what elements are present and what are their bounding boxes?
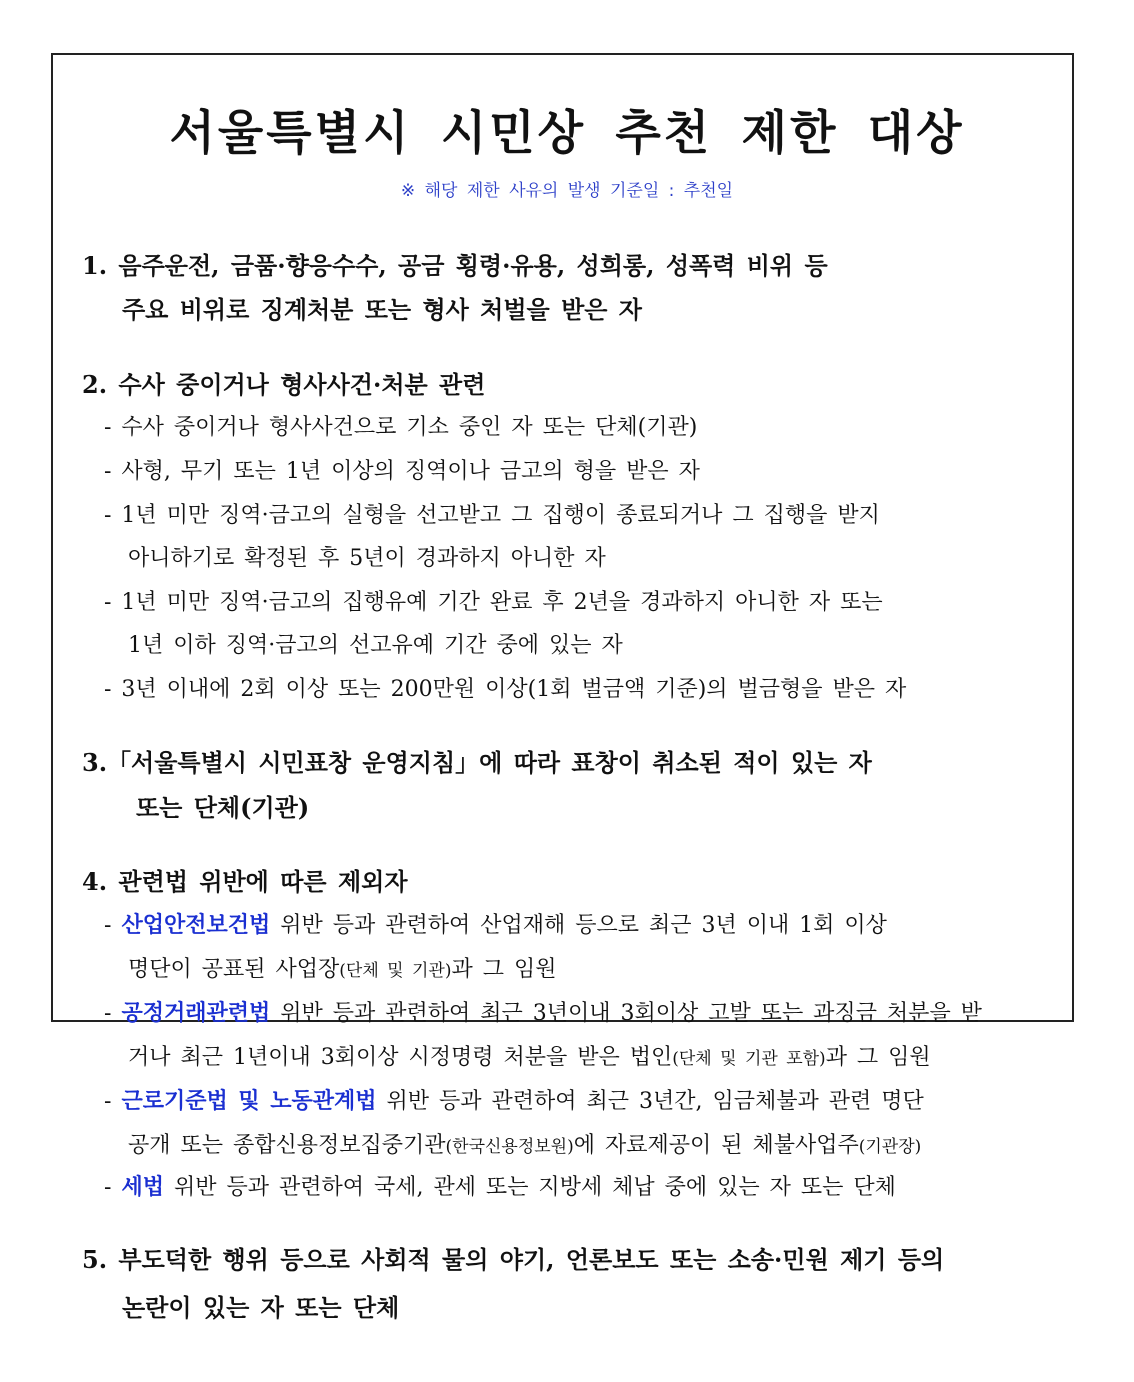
item-text: 에 자료제공이 된 체불사업주 [573,1133,859,1158]
section5-line2: 논란이 있는 자 또는 단체 [122,1293,400,1322]
law-name-fair-trade: 공정거래관련법 [121,1000,271,1026]
section2-item3-line2: 아니하기로 확정된 후 5년이 경과하지 아니한 자 [128,546,606,571]
section2-item4-line2: 1년 이하 징역·금고의 선고유예 기간 중에 있는 자 [128,633,623,658]
item-dash: - [104,1175,112,1200]
section2-item2: - 사형, 무기 또는 1년 이상의 징역이나 금고의 형을 받은 자 [104,459,700,484]
section2-item4-line1: - 1년 미만 징역·금고의 집행유예 기간 완료 후 2년을 경과하지 아니한 자 또는 [104,590,883,615]
item-small-text: (단체 및 기관 포함) [672,1049,826,1069]
section5-line1: 5. 부도덕한 행위 등으로 사회적 물의 야기, 언론보도 또는 소송·민원 제기 등의 [82,1245,945,1274]
law-name-industrial-safety: 산업안전보건법 [121,912,271,938]
section4-item1-line2 [128,952,556,983]
section1-line2: 주요 비위로 징계처분 또는 형사 처벌을 받은 자 [122,295,642,324]
item-text: 공개 또는 종합신용정보집중기관 [128,1133,446,1158]
section1-line1: 1. 음주운전, 금품·향응수수, 공금 횡령·유용, 성희롱, 성폭력 비위 등 [82,251,828,280]
section2-item3-line1: - 1년 미만 징역·금고의 실형을 선고받고 그 집행이 종료되거나 그 집행을 받지 [104,503,880,528]
item-small-text: (한국신용정보원) [445,1137,574,1157]
item-text: 명단이 공표된 사업장 [128,957,340,982]
item-dash: - [104,1001,112,1026]
item-text: 과 그 임원 [825,1045,931,1070]
section2-heading: 2. 수사 중이거나 형사사건·처분 관련 [82,370,486,399]
section4-heading: 4. 관련법 위반에 따른 제외자 [82,867,408,896]
item-dash: - [104,913,112,938]
item-text: 거나 최근 1년이내 3회이상 시정명령 처분을 받은 법인 [128,1045,673,1070]
section4-item3-line2 [128,1128,921,1159]
section2-item5: - 3년 이내에 2회 이상 또는 200만원 이상(1회 벌금액 기준)의 벌금형을 받은 자 [104,677,907,702]
section2-item1: - 수사 중이거나 형사사건으로 기소 중인 자 또는 단체(기관) [104,415,698,440]
reference-date-note: ※ 해당 제한 사유의 발생 기준일 : 추천일 [400,181,734,201]
section4-item2-line1 [104,996,982,1027]
section4-item4-line1 [104,1170,896,1201]
law-name-tax: 세법 [121,1174,164,1200]
item-text: 위반 등과 관련하여 최근 3년이내 3회이상 고발 또는 과징금 처분을 받 [280,1001,982,1026]
item-text: 위반 등과 관련하여 국세, 관세 또는 지방세 체납 중에 있는 자 또는 단체 [173,1175,896,1200]
item-dash: - [104,1089,112,1114]
item-text: 과 그 임원 [451,957,557,982]
item-text: 위반 등과 관련하여 산업재해 등으로 최근 3년 이내 1회 이상 [280,913,887,938]
page-title: 서울특별시 시민상 추천 제한 대상 [169,106,965,161]
section4-item1-line1 [104,908,887,939]
section3-line1: 3.「서울특별시 시민표창 운영지침」에 따라 표창이 취소된 적이 있는 자 [82,748,872,777]
item-small-text: (기관장) [858,1137,922,1157]
section3-line2: 또는 단체(기관) [136,793,310,822]
law-name-labor: 근로기준법 및 노동관계법 [121,1088,377,1114]
section4-item3-line1 [104,1084,924,1115]
item-text: 위반 등과 관련하여 최근 3년간, 임금체불과 관련 명단 [386,1089,924,1114]
item-small-text: (단체 및 기관) [339,961,452,981]
section4-item2-line2 [128,1040,931,1071]
